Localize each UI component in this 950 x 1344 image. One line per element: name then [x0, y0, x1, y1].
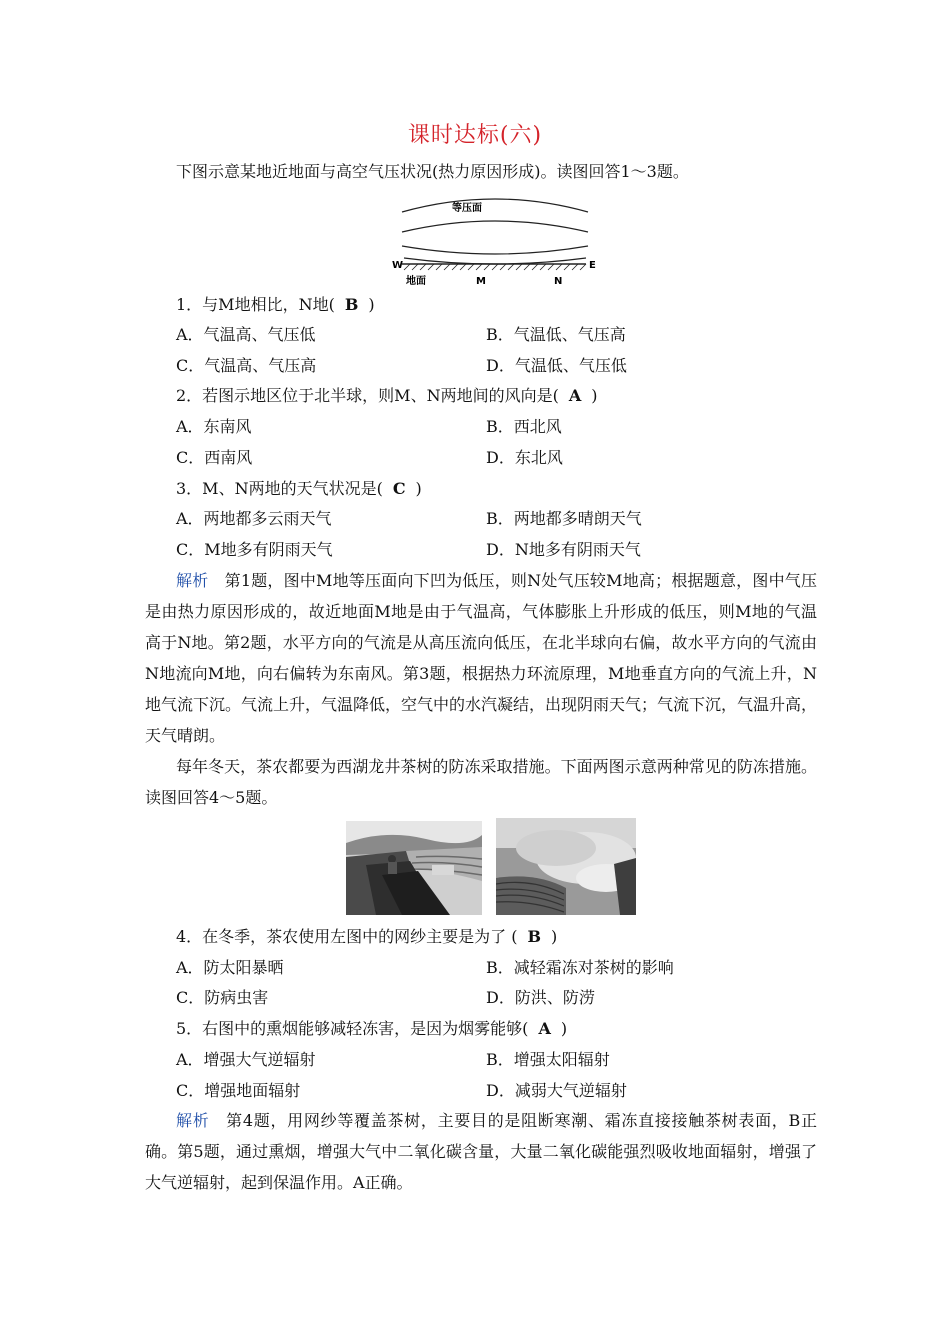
- question-3-answer: C: [392, 479, 406, 498]
- q2-option-a: A．东南风: [176, 417, 252, 436]
- q3-option-a: A．两地都多云雨天气: [176, 509, 332, 528]
- n-label: N: [554, 276, 563, 287]
- question-4: [176, 927, 557, 947]
- question-4-answer: B: [527, 927, 542, 946]
- question-4-close: ): [551, 927, 558, 946]
- question-3-close: ): [415, 479, 422, 498]
- question-4-stem: 4．在冬季，茶农使用左图中的网纱主要是为了 (: [176, 927, 518, 946]
- analysis-2-label: 解析: [176, 1111, 210, 1130]
- analysis-2: [145, 1105, 817, 1198]
- question-1: [176, 295, 375, 315]
- q1-option-a: A．气温高、气压低: [176, 325, 316, 344]
- q3-option-b: B．两地都多晴朗天气: [486, 509, 642, 528]
- intro-1: 下图示意某地近地面与高空气压状况(热力原因形成)。读图回答1～3题。: [176, 162, 689, 181]
- page-title: 课时达标(六): [407, 123, 543, 148]
- q4-option-a: A．防太阳暴晒: [176, 958, 284, 977]
- question-3-stem: 3．M、N两地的天气状况是(: [176, 479, 383, 498]
- analysis-1-text: 第1题，图中M地等压面向下凹为低压，则N处气压较M地高；根据题意，图中气压是由热力原因形成的，故近地面M地是由于气温高，气体膨胀上升形成的低压，则M地的气温高于N地。第2题，水平方向的气流是从高压流向低压，在北半球向右偏，故水平方向的气流由N地流向M地，向右偏转为东南风。第3题，根据热力环流原理，M地垂直方向的气流上升，N地气流下沉。气流上升，气温降低，空气中的水汽凝结，出现阴雨天气；气流下沉，气温升高，天气晴朗。: [145, 571, 818, 745]
- m-label: M: [476, 276, 486, 287]
- q3-option-c: C．M地多有阴雨天气: [176, 540, 333, 559]
- question-2: [176, 386, 597, 406]
- question-1-answer: B: [344, 295, 359, 314]
- q1-option-c: C．气温高、气压高: [176, 356, 317, 375]
- isobar-label: 等压面: [452, 203, 482, 214]
- question-5-close: ): [560, 1019, 568, 1038]
- isobar-line-2: [402, 221, 588, 232]
- question-3: [176, 479, 422, 499]
- question-2-stem: 2．若图示地区位于北半球，则M、N两地间的风向是(: [176, 386, 559, 405]
- q4-option-d: D．防洪、防涝: [486, 988, 595, 1007]
- q2-option-d: D．东北风: [486, 448, 563, 467]
- q5-option-d: D．减弱大气逆辐射: [486, 1081, 627, 1100]
- question-2-answer: A: [568, 386, 582, 405]
- isobar-diagram: [390, 192, 600, 288]
- q1-option-d: D．气温低、气压低: [486, 356, 627, 375]
- question-2-close: ): [591, 386, 598, 405]
- q4-option-c: C．防病虫害: [176, 988, 269, 1007]
- q5-option-b: B．增强太阳辐射: [486, 1050, 610, 1069]
- q5-option-a: A．增强大气逆辐射: [176, 1050, 316, 1069]
- tea-smoke-photo: [496, 818, 636, 915]
- q3-option-d: D．N地多有阴雨天气: [486, 540, 641, 559]
- q5-option-c: C．增强地面辐射: [176, 1081, 301, 1100]
- isobar-line-1: [402, 199, 588, 212]
- q4-option-b: B．减轻霜冻对茶树的影响: [486, 958, 674, 977]
- analysis-2-text: 第4题，用网纱等覆盖茶树，主要目的是阻断寒潮、霜冻直接接触茶树表面，B正确。第5题，通过熏烟，增强大气中二氧化碳含量，大量二氧化碳能强烈吸收地面辐射，增强了大气逆辐射，起到保温作用。A正确。: [145, 1111, 817, 1192]
- q2-option-b: B．西北风: [486, 417, 562, 436]
- analysis-1-label: 解析: [176, 571, 209, 590]
- question-5: [176, 1019, 567, 1039]
- isobar-line-4: [404, 258, 586, 264]
- intro-2: 每年冬天，茶农都要为西湖龙井茶树的防冻采取措施。下面两图示意两种常见的防冻措施。读图回答4～5题。: [145, 757, 817, 807]
- ground-hatch: [404, 264, 586, 270]
- question-5-answer: A: [538, 1019, 551, 1038]
- q2-option-c: C．西南风: [176, 448, 253, 467]
- isobar-line-3: [402, 246, 588, 254]
- question-5-stem: 5．右图中的熏烟能够减轻冻害，是因为烟雾能够(: [176, 1019, 529, 1038]
- q1-option-b: B．气温低、气压高: [486, 325, 626, 344]
- tea-net-photo: [346, 821, 482, 915]
- west-label: W: [392, 260, 404, 271]
- ground-label: 地面: [406, 276, 426, 287]
- analysis-1: [145, 565, 817, 751]
- east-label: E: [589, 260, 596, 271]
- question-1-close: ): [368, 295, 375, 314]
- question-1-stem: 1．与M地相比，N地(: [176, 295, 335, 314]
